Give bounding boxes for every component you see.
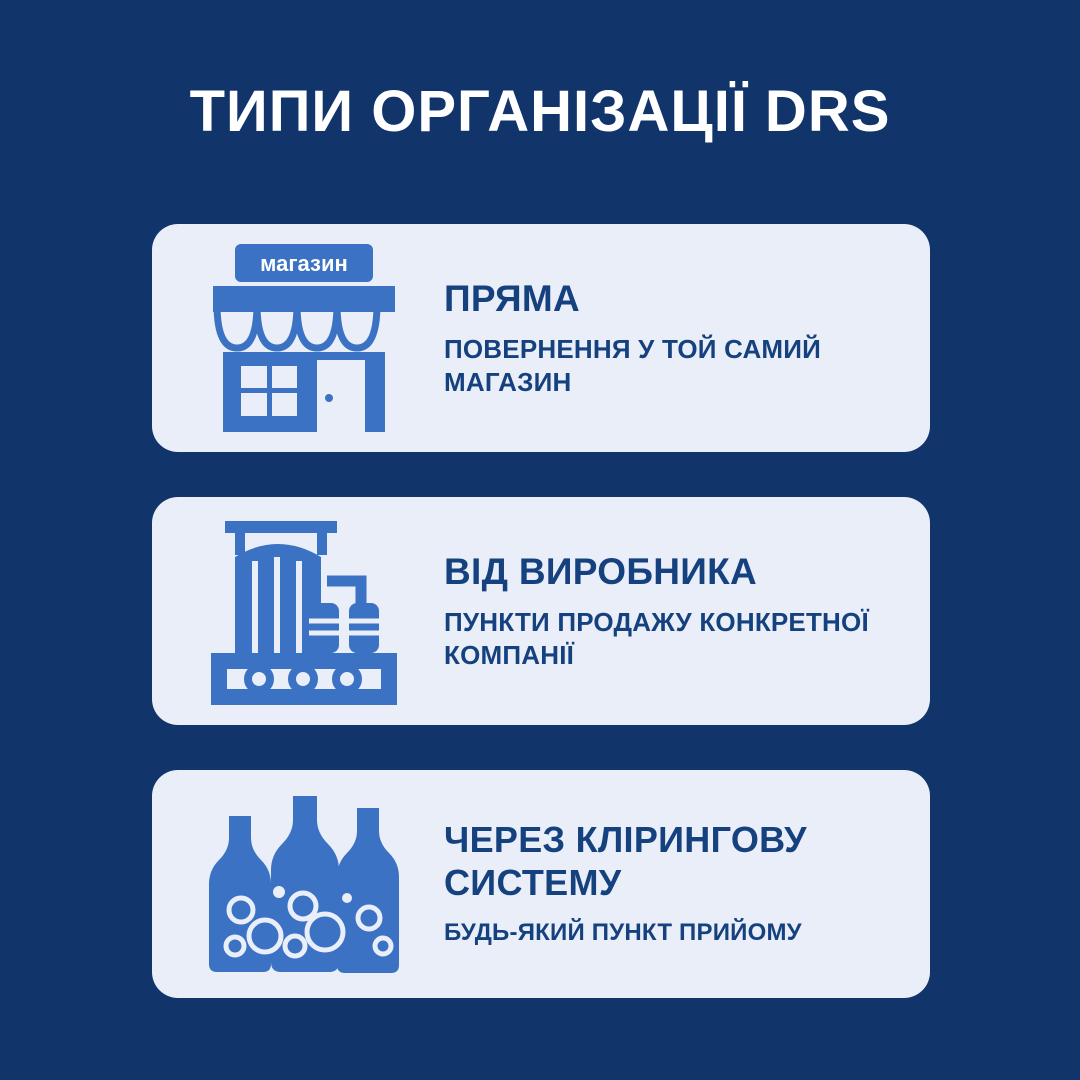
card-clearing-system[interactable] <box>152 770 930 998</box>
shop-storefront-icon <box>170 238 438 438</box>
card-subtitle: ПУНКТИ ПРОДАЖУ КОНКРЕТНОЇ КОМПАНІЇ <box>444 606 869 670</box>
page-title: ТИПИ ОРГАНІЗАЦІЇ DRS <box>189 79 891 144</box>
card-title: ВІД ВИРОБНИКА <box>444 550 758 592</box>
card-text-block <box>438 550 902 672</box>
card-list <box>152 224 930 998</box>
card-text-block <box>438 277 902 399</box>
card-producer-return[interactable] <box>152 497 930 725</box>
card-text-block <box>438 819 902 949</box>
card-direct-return[interactable] <box>152 224 930 452</box>
card-subtitle: БУДЬ-ЯКИЙ ПУНКТ ПРИЙОМУ <box>444 919 802 947</box>
factory-production-line-icon <box>170 511 438 711</box>
card-title: ПРЯМА <box>444 277 580 319</box>
card-title: ЧЕРЕЗ КЛІРИНГОВУ СИСТЕМУ <box>444 819 807 903</box>
shop-sign-label: магазин <box>260 251 348 276</box>
card-subtitle: ПОВЕРНЕННЯ У ТОЙ САМИЙ МАГАЗИН <box>444 333 822 397</box>
bottles-bubbles-icon <box>170 784 438 984</box>
